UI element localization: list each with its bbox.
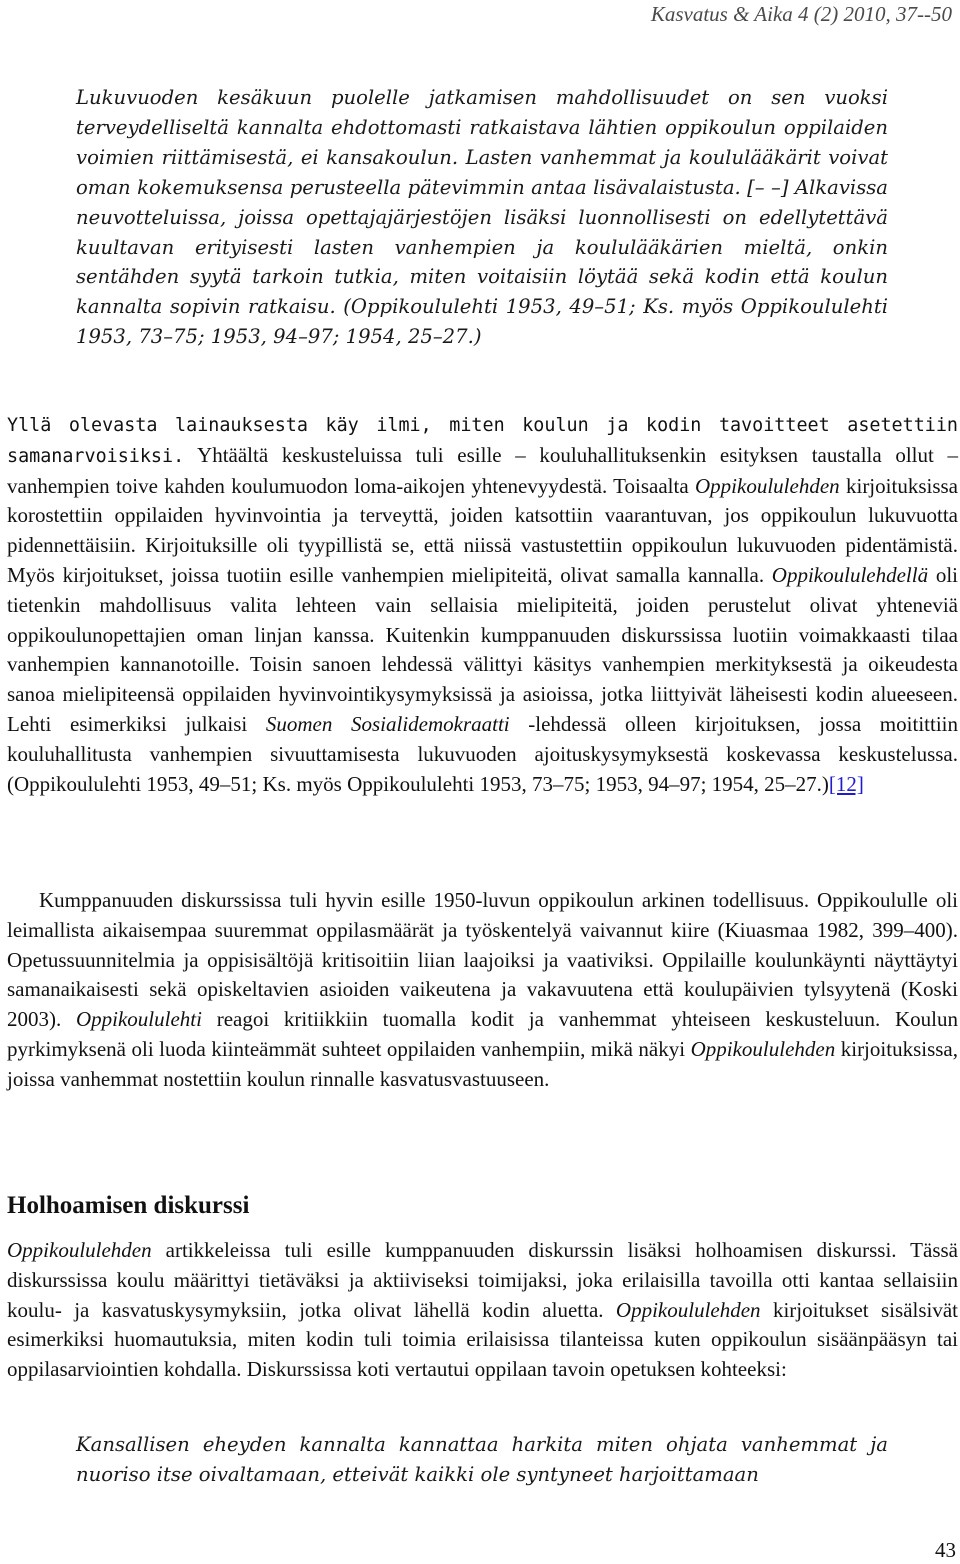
text-run: Kumppanuuden diskurssissa tuli hyvin esille 1950-luvun oppikoulun arkinen todellisuus. Oppikoululle oli leimallista aikaisempaa suuremmat oppilasmäärät ja työskentelyä vaivannut kiire (Kiuasmaa 1982, 399–400). Opetussuunnitelmia ja oppisisältöjä kritisoitiin liian laajoiksi ja vaativiksi. Oppilaille koulunkäynti näyttäytyi samanaikaisesti sekä opiskeltavien asioiden vaikeutena ja vakavuutena että koulupäivien tylsyytenä (Koski 2003). xyxy=(7,888,958,1032)
text-run: reagoi kritiikkiin tuomalla kodit ja vanhemmat yhteiseen keskusteluun. Koulun pyrkimyksenä oli luoda kiinteämmät suhteet oppilaiden vanhempiin, mikä näkyi xyxy=(7,1007,958,1061)
text-run: kirjoituksissa, joissa vanhemmat nostettiin koulun rinnalle kasvatusvastuuseen. xyxy=(7,1036,958,1091)
page-number: 43 xyxy=(935,1538,956,1562)
journal-title-italic: Oppikoululehti xyxy=(75,1007,202,1032)
body-paragraph xyxy=(7,1236,958,1385)
paragraph-lead-text: Yllä olevasta lainauksesta käy ilmi, miten koulun ja kodin tavoitteet asetettiin samanarvoisiksi. xyxy=(7,415,958,467)
journal-title-italic: Oppikoululehden xyxy=(615,1297,761,1322)
text-run: artikkeleissa tuli esille kumppanuuden diskurssin lisäksi holhoamisen diskurssi. Tässä diskurssissa koulu määrittyi tietäväksi ja aktiiviseksi toimijaksi, joka erilaisilla tavoilla otti kantaa sellaisiin koulu- ja kasvatuskysymyksiin, jotka olivat lähellä kodin aluetta. xyxy=(7,1238,958,1322)
body-paragraph xyxy=(7,410,958,799)
block-quote: Kansallisen eheyden kannalta kannattaa harkita miten ohjata vanhemmat ja nuoriso itse oivaltamaan, etteivät kaikki ole syntyneet harjoittamaan xyxy=(76,1433,888,1486)
body-paragraph xyxy=(7,886,958,1095)
text-run: oli tietenkin mahdollisuus valita lehteen vain sellaisia mielipiteitä, joiden perustelut olivat yhteneviä oppikoulunopettajien oman linjan kanssa. Kuitenkin kumppanuuden diskurssissa luotiin voimakkaasti tilaa vanhempien kannanotoille. Toisin sanoen lehdessä välittyi käsitys vanhempien merkityksestä ja oikeudesta sanoa mielipiteensä oppilaiden hyvinvointikysymyksissä ja asioissa, jotka liittyivät läheisesti kodin alueeseen. Lehti esimerkiksi julkaisi xyxy=(7,562,958,736)
running-head: Kasvatus & Aika 4 (2) 2010, 37--50 xyxy=(650,2,952,26)
text-run: kirjoituksissa korostettiin oppilaiden hyvinvointia ja terveyttä, joiden katsottiin vaarantuvan, jos oppikoulun lukuvuotta pidennettäisiin. Kirjoituksille oli tyypillistä se, että niissä vastustettiin oppikoulun lukuvuoden pidentämistä. Myös kirjoitukset, joissa tuotiin esille vanhempien mielipiteitä, olivat samalla kannalla. xyxy=(7,473,958,587)
journal-title-italic: Oppikoululehdellä xyxy=(771,562,929,587)
section-heading: Holhoamisen diskurssi xyxy=(7,1192,250,1219)
text-run: Yhtäältä keskusteluissa tuli esille – kouluhallituksenkin esityksen taustalla ollut – vanhempien toive kahden koulumuodon loma-aikojen yhtenevyydestä. Toisaalta xyxy=(7,442,958,498)
journal-title-italic: Oppikoululehden xyxy=(695,473,840,498)
text-run: kirjoitukset sisälsivät esimerkiksi huomautuksia, miten kodin tuli toimia erilaisissa tilanteissa kuten oppikoulun sisäänpääsyn tai oppilasarviointien kohdalla. Diskurssissa koti vertautui oppilaan tavoin opetuksen kohteeksi: xyxy=(7,1297,959,1382)
newspaper-title-italic: Suomen Sosialidemokraatti xyxy=(265,711,510,736)
footnote-reference-link[interactable]: [12] xyxy=(828,771,864,796)
journal-title-italic: Oppikoululehden xyxy=(690,1036,836,1061)
journal-title-italic: Oppikoululehden xyxy=(7,1238,152,1262)
text-run: -lehdessä olleen kirjoituksen, jossa moitittiin kouluhallitusta vanhempien sivuuttamisesta lukuvuoden ajoituskysymyksestä koskevassa keskustelussa. (Oppikoululehti 1953, 49–51; Ks. myös Oppikoululehti 1953, 73–75; 1953, 94–97; 1954, 25–27.) xyxy=(7,711,958,796)
block-quote: Lukuvuoden kesäkuun puolelle jatkamisen mahdollisuudet on sen vuoksi terveydelliseltä kannalta ehdottomasti ratkaistava lähtien oppikoulun oppilaiden voimien riittämisestä, ei kansakoulun. Lasten vanhemmat ja koululääkärit voivat oman kokemuksensa perusteella pätevimmin antaa lisävalaistusta. [– –] Alkavissa neuvotteluissa, joissa opettajajärjestöjen lisäksi luonnollisesti on edellytettävä kuultavan erityisesti lasten vanhempien ja koululääkärien mieltä, onkin sentähden syytä tarkoin tutkia, miten voitaisiin löytää sekä kodin että koulun kannalta sopivin ratkaisu. (Oppikoululehti 1953, 49–51; Ks. myös Oppikoululehti 1953, 73–75; 1953, 94–97; 1954, 25–27.) xyxy=(76,86,888,349)
